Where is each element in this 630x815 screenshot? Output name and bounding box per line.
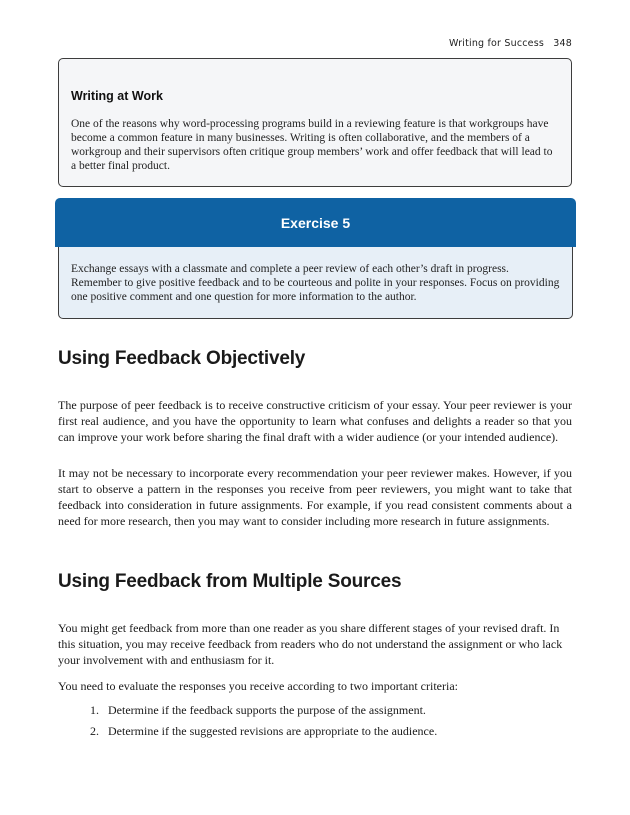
list-item <box>90 702 570 718</box>
list-item-number: 2. <box>90 724 99 738</box>
writing-at-work-callout <box>58 58 572 187</box>
running-title: Writing for Success <box>448 38 545 49</box>
paragraph: You need to evaluate the responses you receive according to two important criteria: <box>58 679 458 693</box>
exercise-body: Exchange essays with a classmate and complete a peer review of each other’s draft in progress. Remember to give positive feedback and to be courteous and polite in your responses. Focus on providing one positive comment and one question for more information to the author. <box>58 247 573 319</box>
paragraph: You might get feedback from more than one reader as you share different stages of your revised draft. In this situation, you may receive feedback from readers who do not understand the assignment or who lack your involvement with and enthusiasm for it. <box>58 621 563 667</box>
exercise-box <box>55 198 576 319</box>
list-item <box>90 723 570 739</box>
section-heading-multiple-sources: Using Feedback from Multiple Sources <box>58 571 402 592</box>
exercise-header <box>55 198 576 247</box>
section-heading-feedback-objectively: Using Feedback Objectively <box>58 348 306 369</box>
list-item-text: Determine if the feedback supports the purpose of the assignment. <box>108 703 426 717</box>
criteria-list <box>90 702 570 744</box>
list-item-text: Determine if the suggested revisions are appropriate to the audience. <box>108 724 438 738</box>
page-number: 348 <box>553 38 572 49</box>
paragraph: The purpose of peer feedback is to receive constructive criticism of your essay. Your peer reviewer is your first real audience, and you have the opportunity to learn what confuses and delights a reader so that you can improve your work before sharing the final draft with a wider audience (or your intended audience). <box>58 398 572 444</box>
paragraph: It may not be necessary to incorporate every recommendation your peer reviewer makes. However, if you start to observe a pattern in the responses you receive from peer reviewers, you might want to take that feedback into consideration in future assignments. For example, if you read consistent comments about a need for more research, then you may want to consider including more research in future assignments. <box>58 466 572 528</box>
callout-body: One of the reasons why word-processing programs build in a reviewing feature is that workgroups have become a common feature in many businesses. Writing is often collaborative, and the members of a workgroup and their supervisors often critique group members’ work and offer feedback that will lead to a better final product. <box>71 118 553 172</box>
running-header <box>449 38 572 49</box>
exercise-title: Exercise 5 <box>280 214 351 231</box>
callout-title: Writing at Work <box>71 89 163 103</box>
list-item-number: 1. <box>90 703 99 717</box>
